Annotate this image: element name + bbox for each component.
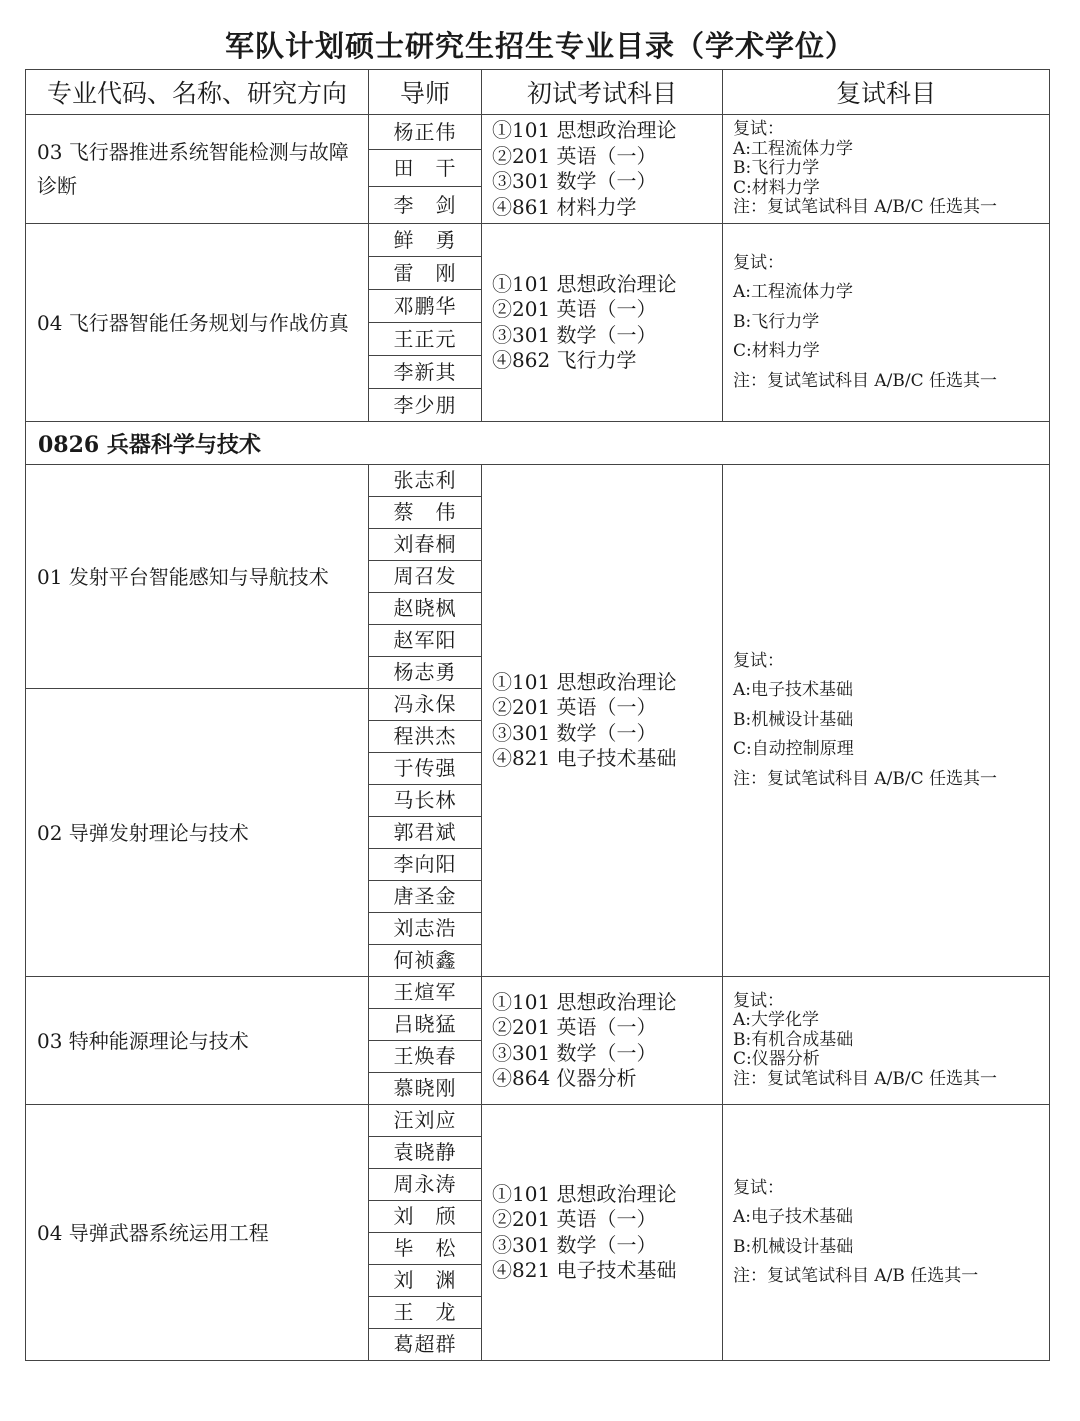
tutor-cell: 杨正伟 <box>369 115 482 150</box>
major-cell: 02 导弹发射理论与技术 <box>26 689 369 977</box>
tutor-cell: 毕 松 <box>369 1233 482 1265</box>
retest-line: 注：复试笔试科目 A/B/C 任选其一 <box>733 768 998 789</box>
tutor-cell: 王正元 <box>369 323 482 356</box>
tutor-cell: 王煊军 <box>369 977 482 1009</box>
retest-cell <box>723 115 1050 224</box>
catalog-table <box>25 69 1050 1361</box>
tutor-cell: 王焕春 <box>369 1041 482 1073</box>
table-row <box>26 1105 1050 1137</box>
exam-line: ④862 飞行力学 <box>492 348 637 372</box>
exam-cell <box>482 115 723 224</box>
table-row <box>26 422 1050 465</box>
table-row <box>26 977 1050 1009</box>
exam-line: ④864 仪器分析 <box>492 1066 637 1090</box>
exam-line: ③301 数学（一） <box>492 169 657 193</box>
tutor-cell: 李向阳 <box>369 849 482 881</box>
header-major: 专业代码、名称、研究方向 <box>26 70 369 115</box>
exam-line: ③301 数学（一） <box>492 1232 657 1257</box>
retest-line: B:机械设计基础 <box>733 1236 854 1257</box>
major-cell: 03 特种能源理论与技术 <box>26 977 369 1105</box>
major-cell: 01 发射平台智能感知与导航技术 <box>26 465 369 689</box>
tutor-cell: 周召发 <box>369 561 482 593</box>
tutor-cell: 冯永保 <box>369 689 482 721</box>
retest-line: C:材料力学 <box>733 341 820 362</box>
retest-line: A:大学化学 <box>733 1010 820 1031</box>
exam-line: ②201 英语（一） <box>492 297 657 321</box>
exam-line: ②201 英语（一） <box>492 1015 657 1039</box>
retest-line: 复试： <box>733 252 784 273</box>
exam-line: ③301 数学（一） <box>492 1040 657 1065</box>
page-title: 军队计划硕士研究生招生专业目录（学术学位） <box>224 29 855 63</box>
exam-line: ③301 数学（一） <box>492 720 657 745</box>
major-cell: 04 导弹武器系统运用工程 <box>26 1105 369 1361</box>
tutor-cell: 李 剑 <box>369 187 482 224</box>
tutor-cell: 周永涛 <box>369 1169 482 1201</box>
tutor-cell: 蔡 伟 <box>369 497 482 529</box>
retest-line: 注：复试笔试科目 A/B/C 任选其一 <box>733 1068 998 1089</box>
exam-line: ④821 电子技术基础 <box>492 746 677 770</box>
tutor-cell: 张志利 <box>369 465 482 497</box>
retest-cell <box>723 465 1050 977</box>
tutor-cell: 刘春桐 <box>369 529 482 561</box>
tutor-cell: 刘 渊 <box>369 1265 482 1297</box>
header-exam: 初试考试科目 <box>482 70 723 115</box>
tutor-cell: 赵军阳 <box>369 625 482 657</box>
retest-cell <box>723 977 1050 1105</box>
section-heading: 0826 兵器科学与技术 <box>26 422 1050 465</box>
retest-line: A:工程流体力学 <box>733 138 854 159</box>
retest-line: A:工程流体力学 <box>733 282 854 303</box>
tutor-cell: 李新其 <box>369 356 482 389</box>
header-tutor: 导师 <box>369 70 482 115</box>
tutor-cell: 田 干 <box>369 150 482 187</box>
tutor-cell: 何祯鑫 <box>369 945 482 977</box>
retest-cell <box>723 224 1050 422</box>
tutor-cell: 赵晓枫 <box>369 593 482 625</box>
tutor-cell: 葛超群 <box>369 1329 482 1361</box>
tutor-cell: 邓鹏华 <box>369 290 482 323</box>
retest-line: 复试： <box>733 1177 784 1198</box>
retest-line: 复试： <box>733 990 784 1011</box>
retest-line: 注：复试笔试科目 A/B/C 任选其一 <box>733 197 998 218</box>
retest-line: 注：复试笔试科目 A/B/C 任选其一 <box>733 370 998 391</box>
tutor-cell: 鲜 勇 <box>369 224 482 257</box>
tutor-cell: 马长林 <box>369 785 482 817</box>
exam-line: ④861 材料力学 <box>492 194 637 219</box>
retest-line: C:自动控制原理 <box>733 739 854 760</box>
major-cell: 04 飞行器智能任务规划与作战仿真 <box>26 224 369 422</box>
tutor-cell: 慕晓刚 <box>369 1073 482 1105</box>
exam-line: ①101 思想政治理论 <box>492 669 677 694</box>
retest-line: B:有机合成基础 <box>733 1029 854 1050</box>
tutor-cell: 吕晓猛 <box>369 1009 482 1041</box>
header-row <box>26 70 1050 115</box>
table-row <box>26 115 1050 150</box>
tutor-cell: 汪刘应 <box>369 1105 482 1137</box>
retest-cell <box>723 1105 1050 1361</box>
tutor-cell: 郭君斌 <box>369 817 482 849</box>
tutor-cell: 王 龙 <box>369 1297 482 1329</box>
exam-cell <box>482 977 723 1105</box>
retest-line: C:材料力学 <box>733 177 820 198</box>
tutor-cell: 唐圣金 <box>369 881 482 913</box>
exam-line: ①101 思想政治理论 <box>492 118 677 142</box>
retest-line: B:机械设计基础 <box>733 709 854 730</box>
exam-line: ②201 英语（一） <box>492 695 657 719</box>
tutor-cell: 李少朋 <box>369 389 482 422</box>
retest-line: A:电子技术基础 <box>733 680 854 701</box>
exam-line: ①101 思想政治理论 <box>492 989 677 1014</box>
tutor-cell: 刘志浩 <box>369 913 482 945</box>
retest-line: B:飞行力学 <box>733 158 820 179</box>
tutor-cell: 袁晓静 <box>369 1137 482 1169</box>
retest-line: 复试： <box>733 119 784 140</box>
tutor-cell: 刘 颀 <box>369 1201 482 1233</box>
table-row <box>26 465 1050 497</box>
retest-line: 注：复试笔试科目 A/B 任选其一 <box>733 1266 979 1286</box>
exam-line: ①101 思想政治理论 <box>492 1181 677 1206</box>
retest-line: 复试： <box>733 650 784 671</box>
tutor-cell: 雷 刚 <box>369 257 482 290</box>
exam-cell <box>482 224 723 422</box>
retest-line: B:飞行力学 <box>733 311 820 332</box>
exam-line: ③301 数学（一） <box>492 322 657 347</box>
header-retest: 复试科目 <box>723 70 1050 115</box>
exam-line: ②201 英语（一） <box>492 1207 657 1231</box>
tutor-cell: 于传强 <box>369 753 482 785</box>
retest-line: C:仪器分析 <box>733 1049 820 1070</box>
exam-line: ④821 电子技术基础 <box>492 1258 677 1282</box>
tutor-cell: 杨志勇 <box>369 657 482 689</box>
retest-line: A:电子技术基础 <box>733 1207 854 1227</box>
exam-line: ②201 英语（一） <box>492 143 657 168</box>
table-row <box>26 224 1050 257</box>
tutor-cell: 程洪杰 <box>369 721 482 753</box>
exam-cell <box>482 1105 723 1361</box>
exam-cell <box>482 465 723 977</box>
exam-line: ①101 思想政治理论 <box>492 271 677 296</box>
major-cell: 03 飞行器推进系统智能检测与故障诊断 <box>26 115 369 224</box>
